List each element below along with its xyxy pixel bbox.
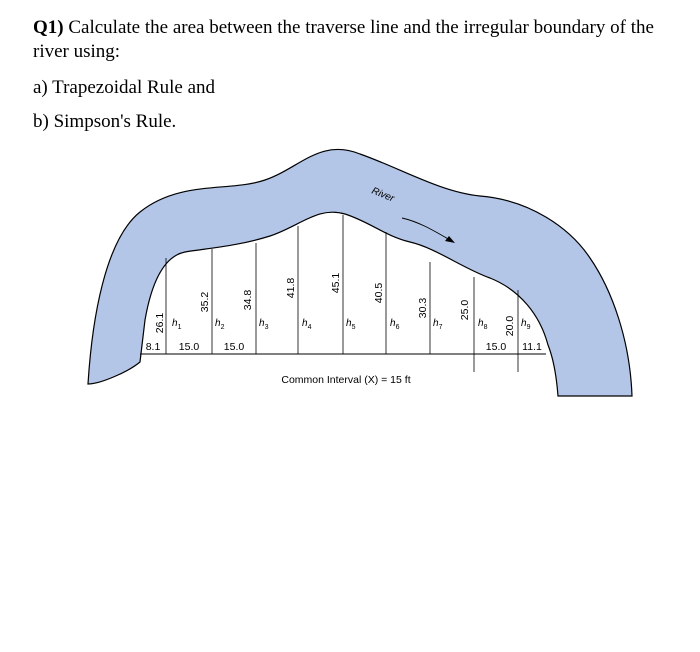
offset-value-2: 35.2 <box>199 291 211 313</box>
common-interval-label: Common Interval (X) = 15 ft <box>281 374 411 386</box>
h-label-5: $h_5$ <box>346 318 356 331</box>
offset-value-4: 41.8 <box>285 277 297 299</box>
offset-value-7: 30.3 <box>417 297 429 319</box>
h-label-8: $h_8$ <box>478 318 488 331</box>
offset-value-1: 26.1 <box>154 312 166 334</box>
distance-label-1: 8.1 <box>145 341 161 353</box>
river-label: River <box>369 185 396 205</box>
h-label-7: $h_7$ <box>433 318 443 331</box>
offset-value-8: 25.0 <box>459 299 471 321</box>
distance-label-5: 11.1 <box>522 341 542 353</box>
h-label-4: $h_4$ <box>302 318 312 331</box>
offset-value-3: 34.8 <box>242 289 254 311</box>
river-diagram <box>0 140 700 420</box>
h-label-6: $h_6$ <box>390 318 400 331</box>
offset-value-5: 45.1 <box>330 272 342 294</box>
part-b: b) Simpson's Rule. <box>33 111 177 132</box>
offset-value-6: 40.5 <box>373 282 385 304</box>
h-label-2: $h_2$ <box>215 318 225 331</box>
distance-label-4: 15.0 <box>485 341 507 353</box>
h-label-3: $h_3$ <box>259 318 269 331</box>
h-label-9: $h_9$ <box>521 318 531 331</box>
distance-label-2: 15.0 <box>178 341 200 353</box>
question-number: Q1) <box>33 17 64 38</box>
river-band <box>88 149 632 396</box>
offset-value-9: 20.0 <box>504 315 516 337</box>
question-line <box>33 16 673 64</box>
h-label-1: $h_1$ <box>172 318 182 331</box>
question-block <box>33 16 673 134</box>
part-a: a) Trapezoidal Rule and <box>33 77 216 98</box>
distance-label-3: 15.0 <box>223 341 245 353</box>
question-text: Calculate the area between the traverse line and the irregular boundary of the river using: <box>33 17 654 62</box>
